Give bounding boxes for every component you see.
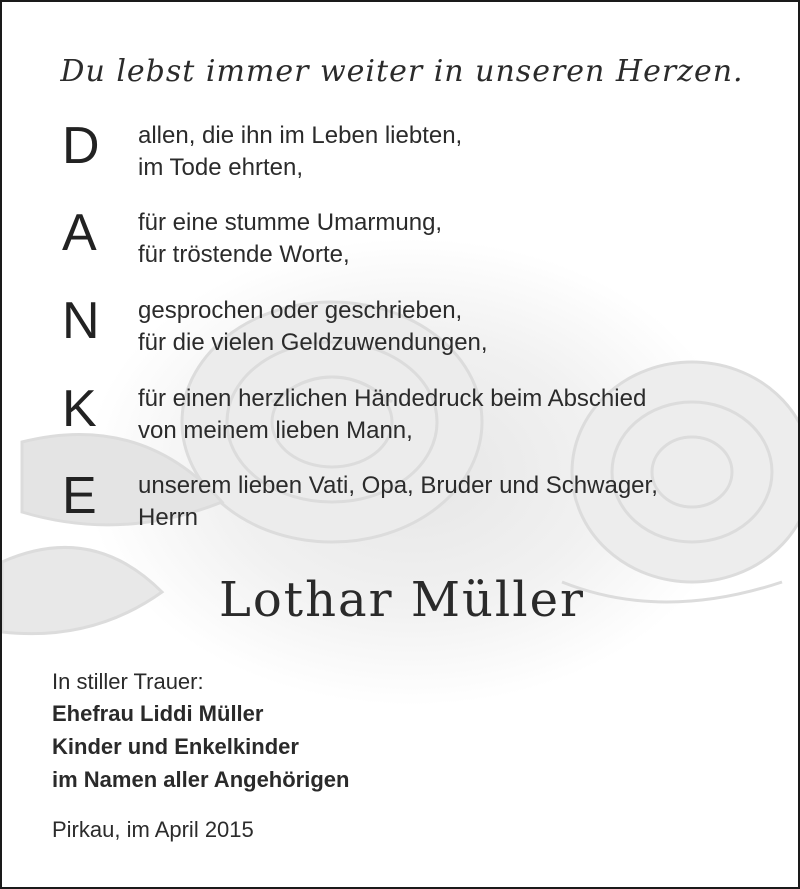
deceased-name: Lothar Müller xyxy=(219,572,585,628)
danke-line: von meinem lieben Mann, xyxy=(138,417,413,444)
danke-line: für die vielen Geldzuwendungen, xyxy=(138,329,488,356)
danke-row-n xyxy=(62,292,762,375)
mourners-intro: In stiller Trauer: xyxy=(52,669,204,694)
danke-text xyxy=(138,470,658,534)
danke-letter: N xyxy=(62,292,100,350)
mourner-name: Kinder und Enkelkinder xyxy=(52,734,299,759)
danke-text xyxy=(138,383,646,447)
headline: Du lebst immer weiter in unseren Herzen. xyxy=(60,54,744,89)
danke-line: für tröstende Worte, xyxy=(138,241,350,268)
place-date: Pirkau, im April 2015 xyxy=(52,817,254,842)
mourners-block xyxy=(52,666,349,796)
danke-row-e xyxy=(62,467,762,550)
danke-line: für eine stumme Umarmung, xyxy=(138,209,443,236)
mourner-name: Ehefrau Liddi Müller xyxy=(52,701,264,726)
danke-text xyxy=(138,207,442,271)
danke-line: Herrn xyxy=(138,504,199,531)
danke-letter: K xyxy=(62,380,97,438)
danke-row-a xyxy=(62,204,762,287)
danke-line: allen, die ihn im Leben liebten, xyxy=(138,122,463,149)
danke-line: im Tode ehrten, xyxy=(138,154,303,181)
danke-text xyxy=(138,120,462,184)
danke-letter: A xyxy=(62,204,97,262)
danke-line: für einen herzlichen Händedruck beim Abschied xyxy=(138,385,647,412)
danke-line: unserem lieben Vati, Opa, Bruder und Schwager, xyxy=(138,472,658,499)
danke-row-k xyxy=(62,380,762,463)
danke-row-d xyxy=(62,117,762,200)
danke-text xyxy=(138,295,488,359)
mourner-name: im Namen aller Angehörigen xyxy=(52,767,350,792)
danke-letter: D xyxy=(62,117,100,175)
danke-line: gesprochen oder geschrieben, xyxy=(138,297,463,324)
danke-letter: E xyxy=(62,467,97,525)
